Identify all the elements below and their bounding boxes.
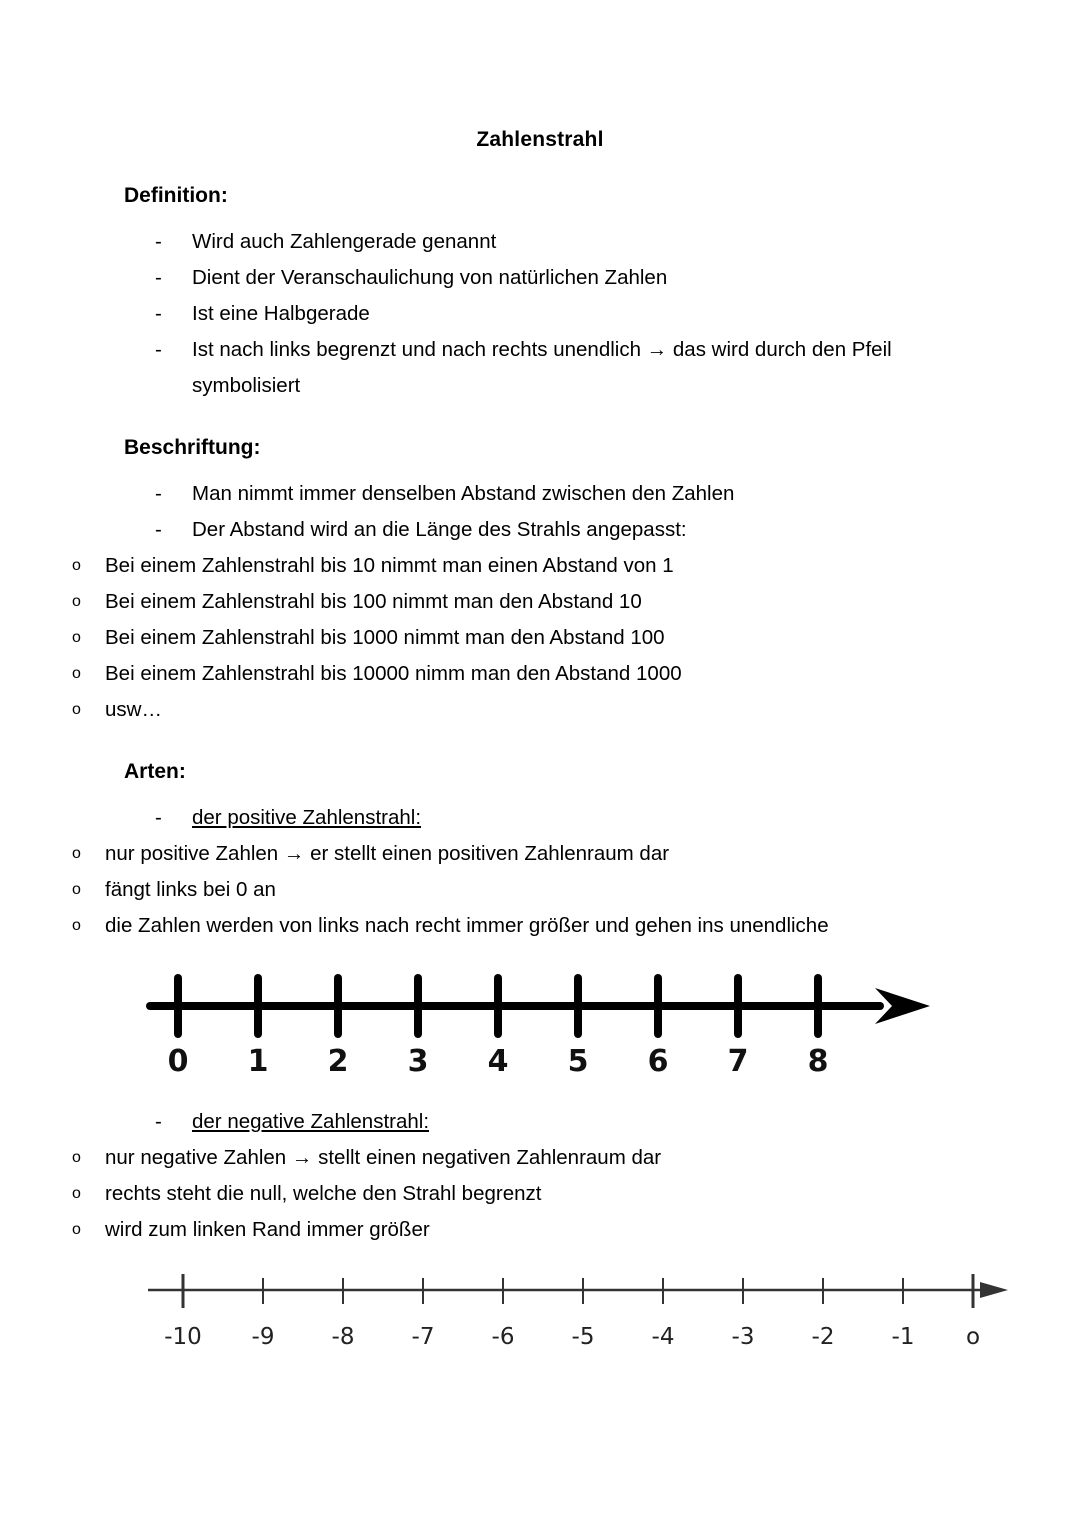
- arten-negative-list: [155, 1104, 1080, 1140]
- list-item: [72, 620, 1080, 656]
- circle-bullet-icon: o: [72, 629, 81, 646]
- tick-label: 4: [487, 1044, 509, 1079]
- list-item: [72, 1176, 1080, 1212]
- dash-bullet-icon: -: [155, 230, 162, 253]
- list-item-text: Ist nach links begrenzt und nach rechts unendlich → das wird durch den Pfeil symbolisiert: [192, 338, 892, 397]
- positive-number-line-svg: [140, 966, 930, 1086]
- list-item-text: nur positive Zahlen → er stellt einen positiven Zahlenraum dar: [105, 842, 670, 865]
- beschriftung-list: [155, 476, 1080, 548]
- beschriftung-sublist: [72, 548, 1080, 728]
- circle-bullet-icon: o: [72, 665, 81, 682]
- dash-bullet-icon: -: [155, 338, 162, 361]
- negative-number-line-svg: [128, 1260, 1018, 1370]
- dash-bullet-icon: -: [155, 482, 162, 505]
- list-item-text: Bei einem Zahlenstrahl bis 10000 nimm man den Abstand 1000: [105, 662, 682, 685]
- tick-label: -8: [331, 1324, 355, 1350]
- circle-bullet-icon: o: [72, 701, 81, 718]
- list-item: [155, 476, 1080, 512]
- tick-label: 8: [807, 1044, 829, 1079]
- tick-label: -4: [651, 1324, 675, 1350]
- list-item: [72, 548, 1080, 584]
- tick-label: -1: [891, 1324, 915, 1350]
- tick-label: 6: [647, 1044, 669, 1079]
- arten-positive-list: [155, 800, 1080, 836]
- list-item-text: Bei einem Zahlenstrahl bis 1000 nimmt man den Abstand 100: [105, 626, 665, 649]
- list-item: [155, 1104, 1080, 1140]
- list-item: [72, 692, 1080, 728]
- list-item-text: rechts steht die null, welche den Strahl begrenzt: [105, 1182, 542, 1205]
- arten-positive-sublist: [72, 836, 1080, 944]
- circle-bullet-icon: o: [72, 593, 81, 610]
- list-item-text: Bei einem Zahlenstrahl bis 100 nimmt man den Abstand 10: [105, 590, 642, 613]
- dash-bullet-icon: -: [155, 806, 162, 829]
- list-item: [155, 260, 1080, 296]
- list-item: [155, 512, 1080, 548]
- arten-negative-sublist: [72, 1140, 1080, 1248]
- definition-list: [155, 224, 1080, 404]
- list-item: [72, 1140, 1080, 1176]
- section-heading-definition: Definition:: [124, 184, 228, 207]
- circle-bullet-icon: o: [72, 917, 81, 934]
- list-item: [72, 584, 1080, 620]
- circle-bullet-icon: o: [72, 557, 81, 574]
- dash-bullet-icon: -: [155, 266, 162, 289]
- list-item: [72, 656, 1080, 692]
- list-item-text: wird zum linken Rand immer größer: [105, 1218, 430, 1241]
- circle-bullet-icon: o: [72, 1185, 81, 1202]
- tick-label: 3: [407, 1044, 429, 1079]
- list-item-text: die Zahlen werden von links nach recht immer größer und gehen ins unendliche: [105, 914, 829, 937]
- tick-label: -10: [164, 1324, 202, 1350]
- tick-label: -3: [731, 1324, 755, 1350]
- tick-label: 5: [567, 1044, 589, 1079]
- list-item-text: Wird auch Zahlengerade genannt: [192, 230, 497, 253]
- list-item: [72, 908, 885, 944]
- list-item-text: Man nimmt immer denselben Abstand zwischen den Zahlen: [192, 482, 735, 505]
- section-heading-beschriftung: Beschriftung:: [124, 436, 261, 459]
- negative-number-line-figure: [128, 1260, 1080, 1370]
- circle-bullet-icon: o: [72, 845, 81, 862]
- list-item-text: fängt links bei 0 an: [105, 878, 276, 901]
- list-item-text: usw…: [105, 698, 162, 721]
- tick-label: o: [965, 1324, 981, 1350]
- positive-number-line-figure: [140, 966, 1080, 1086]
- list-item: [72, 1212, 1080, 1248]
- list-item: [72, 872, 1080, 908]
- list-item: [155, 800, 1080, 836]
- tick-label: 0: [167, 1044, 189, 1079]
- dash-bullet-icon: -: [155, 1110, 162, 1133]
- tick-label: 2: [327, 1044, 349, 1079]
- list-item-text: Bei einem Zahlenstrahl bis 10 nimmt man einen Abstand von 1: [105, 554, 674, 577]
- page-title: Zahlenstrahl: [476, 128, 604, 151]
- list-item-text: der positive Zahlenstrahl:: [192, 806, 422, 829]
- list-item: [155, 332, 982, 404]
- circle-bullet-icon: o: [72, 1221, 81, 1238]
- tick-label: -6: [491, 1324, 515, 1350]
- list-item-text: nur negative Zahlen → stellt einen negativen Zahlenraum dar: [105, 1146, 662, 1169]
- list-item: [72, 836, 1080, 872]
- list-item: [155, 224, 1080, 260]
- section-heading-arten: Arten:: [124, 760, 186, 783]
- list-item-text: der negative Zahlenstrahl:: [192, 1110, 430, 1133]
- tick-label: -9: [251, 1324, 275, 1350]
- tick-label: -2: [811, 1324, 835, 1350]
- list-item-text: Dient der Veranschaulichung von natürlichen Zahlen: [192, 266, 668, 289]
- tick-label: 7: [727, 1044, 749, 1079]
- tick-label: 1: [247, 1044, 269, 1079]
- tick-label: -5: [571, 1324, 595, 1350]
- list-item: [155, 296, 1080, 332]
- circle-bullet-icon: o: [72, 1149, 81, 1166]
- dash-bullet-icon: -: [155, 518, 162, 541]
- list-item-text: Ist eine Halbgerade: [192, 302, 370, 325]
- circle-bullet-icon: o: [72, 881, 81, 898]
- dash-bullet-icon: -: [155, 302, 162, 325]
- tick-label: -7: [411, 1324, 435, 1350]
- list-item-text: Der Abstand wird an die Länge des Strahls angepasst:: [192, 518, 687, 541]
